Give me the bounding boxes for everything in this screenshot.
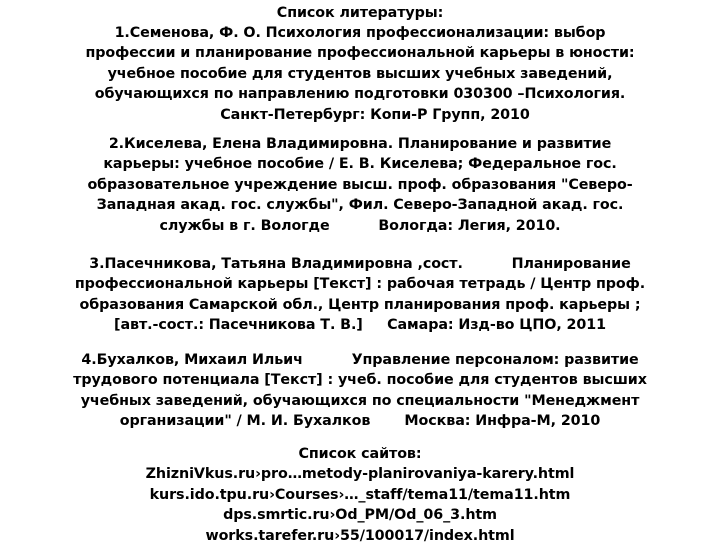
reference-4-line-3: учебных заведений, обучающихся по специальности "Менеджмент	[80, 392, 640, 409]
reference-1-line-5: Санкт-Петербург: Копи-Р Групп, 2010	[220, 106, 530, 123]
reference-2-line-1: 2.Киселева, Елена Владимировна. Планирование и развитие	[108, 136, 612, 152]
reference-4	[0, 350, 720, 432]
site-link-3[interactable]: dps.smrtic.ru›Od_PM/Od_06_3.htm	[223, 507, 497, 524]
reference-3-line-2: профессиональной карьеры [Текст] : рабочая тетрадь / Центр проф.	[74, 276, 646, 293]
reference-2-line-2: карьеры: учебное пособие / Е. В. Киселева; Федеральное гос.	[103, 156, 617, 173]
reference-2	[0, 134, 720, 236]
sites-block	[0, 444, 720, 546]
reference-3	[0, 254, 720, 336]
reference-1-line-4: обучающихся по направлению подготовки 030300 –Психология.	[94, 86, 626, 103]
reference-3-line-4: [авт.-сост.: Пасечникова Т. В.] Самара: Изд-во ЦПО, 2011	[114, 317, 606, 334]
reference-2-line-4: Западная акад. гос. службы", Фил. Северо-Западной акад. гос.	[96, 197, 624, 214]
references-heading-block	[0, 3, 720, 23]
site-link-2[interactable]: kurs.ido.tpu.ru›Courses›…_staff/tema11/tema11.htm	[149, 486, 571, 503]
reference-3-line-1: 3.Пасечникова, Татьяна Владимировна ,сост. Планирование	[89, 256, 631, 272]
reference-1-line-3: учебное пособие для студентов высших учебных заведений,	[107, 65, 613, 82]
reference-2-line-3: образовательное учреждение высш. проф. образования "Северо-	[87, 176, 633, 193]
reference-1-line-2: профессии и планирование профессиональной карьеры в юности:	[85, 45, 635, 62]
reference-4-line-4: организации" / М. И. Бухалков Москва: Инфра-М, 2010	[119, 413, 601, 430]
sites-heading: Список сайтов:	[298, 446, 422, 462]
reference-1	[0, 23, 720, 125]
site-link-1[interactable]: ZhizniVkus.ru›pro…metody-planirovaniya-karery.html	[145, 466, 575, 483]
references-heading: Список литературы:	[276, 5, 444, 21]
reference-4-line-1: 4.Бухалков, Михаил Ильич Управление персоналом: развитие	[81, 352, 639, 368]
reference-3-line-3: образования Самарской обл., Центр планирования проф. карьеры ;	[79, 296, 641, 313]
site-link-4[interactable]: works.tarefer.ru›55/100017/index.html	[205, 527, 515, 544]
reference-4-line-2: трудового потенциала [Текст] : учеб. пособие для студентов высших	[73, 372, 647, 389]
reference-2-line-5: службы в г. Вологде Вологда: Легия, 2010.	[159, 217, 561, 234]
reference-1-line-1: 1.Семенова, Ф. О. Психология профессионализации: выбор	[114, 25, 606, 41]
